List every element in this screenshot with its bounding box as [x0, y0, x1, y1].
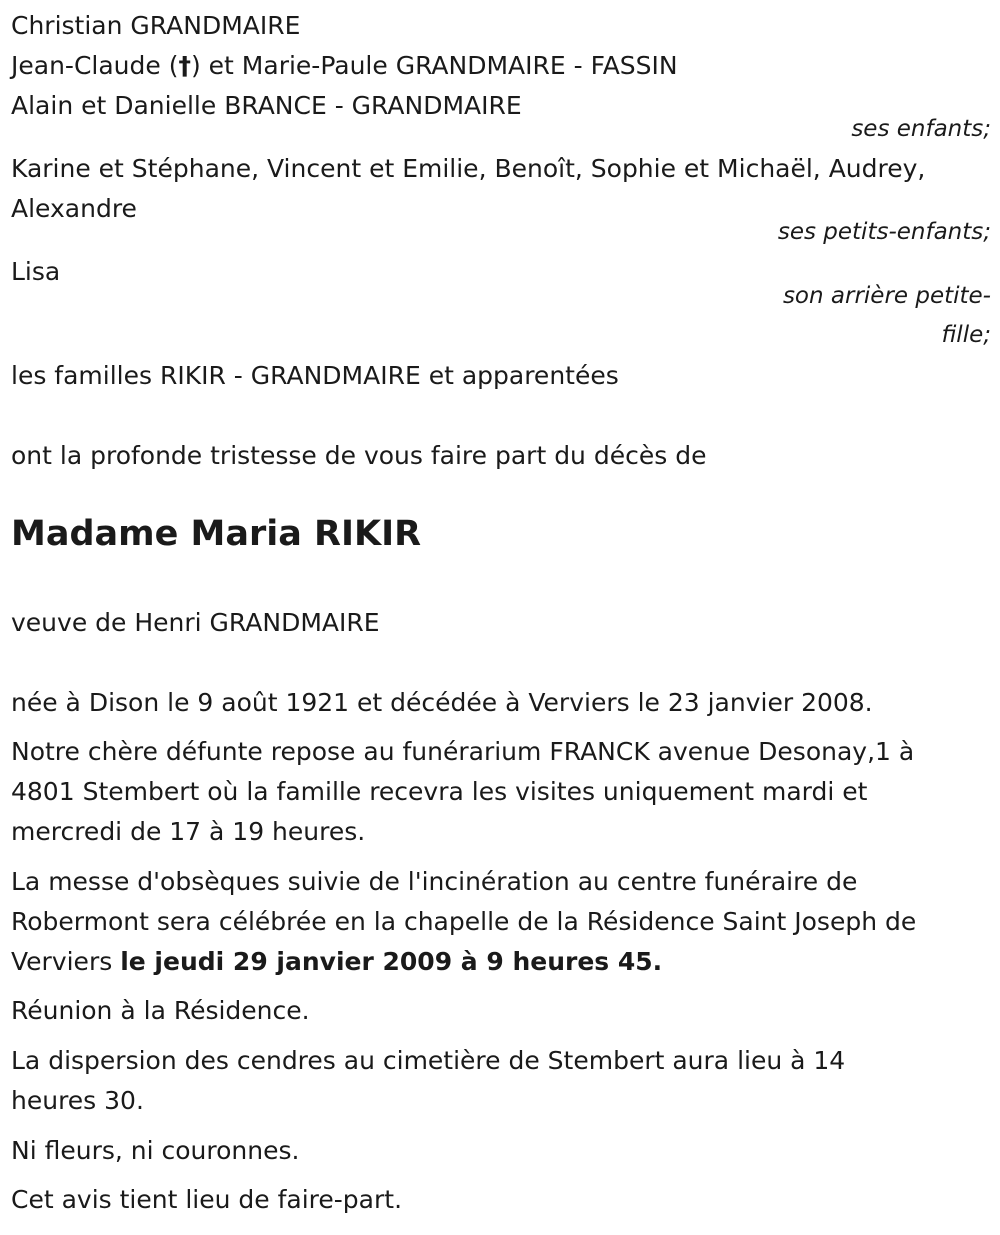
no-flowers-text: Ni fleurs, ni couronnes. [11, 1136, 300, 1165]
family-member-line: Christian GRANDMAIRE [11, 11, 301, 40]
dispersion-line: heures 30. [11, 1086, 144, 1115]
role-label-grandchildren: ses petits-enfants; [777, 219, 991, 245]
family-member-line: Alain et Danielle BRANCE - GRANDMAIRE [11, 91, 522, 120]
notice-text: Cet avis tient lieu de faire-part. [11, 1185, 403, 1214]
announcement-text: ont la profonde tristesse de vous faire part du décès de [11, 441, 707, 470]
role-label-great-grandchild: fille; [941, 322, 991, 348]
family-member-text: Jean-Claude ( [11, 51, 179, 80]
funeral-date-time: le jeudi 29 janvier 2009 à 9 heures 45. [120, 947, 663, 976]
widow-of-text: veuve de Henri GRANDMAIRE [11, 608, 380, 637]
grandchildren-line: Karine et Stéphane, Vincent et Emilie, Benoît, Sophie et Michaël, Audrey, [11, 154, 926, 183]
visitation-line: 4801 Stembert où la famille recevra les visites uniquement mardi et [11, 777, 868, 806]
reunion-text: Réunion à la Résidence. [11, 996, 310, 1025]
funeral-line: Robermont sera célébrée en la chapelle de la Résidence Saint Joseph de [11, 907, 917, 936]
funeral-line: La messe d'obsèques suivie de l'incinération au centre funéraire de [11, 867, 858, 896]
funeral-text: Verviers [11, 947, 121, 976]
family-member-text: ) et Marie-Paule GRANDMAIRE - FASSIN [190, 51, 678, 80]
cross-icon: † [178, 51, 191, 80]
family-member-line [11, 53, 678, 78]
deceased-name: Madame Maria RIKIR [11, 514, 422, 554]
great-grandchild-line: Lisa [11, 257, 61, 286]
dispersion-line: La dispersion des cendres au cimetière de Stembert aura lieu à 14 [11, 1046, 846, 1075]
role-label-great-grandchild: son arrière petite- [782, 283, 991, 309]
grandchildren-line: Alexandre [11, 194, 137, 223]
funeral-line [11, 949, 662, 974]
role-label-children: ses enfants; [851, 116, 991, 142]
visitation-line: Notre chère défunte repose au funérarium FRANCK avenue Desonay,1 à [11, 737, 915, 766]
families-line: les familles RIKIR - GRANDMAIRE et apparentées [11, 361, 619, 390]
visitation-line: mercredi de 17 à 19 heures. [11, 817, 366, 846]
birth-death-text: née à Dison le 9 août 1921 et décédée à Verviers le 23 janvier 2008. [11, 688, 873, 717]
